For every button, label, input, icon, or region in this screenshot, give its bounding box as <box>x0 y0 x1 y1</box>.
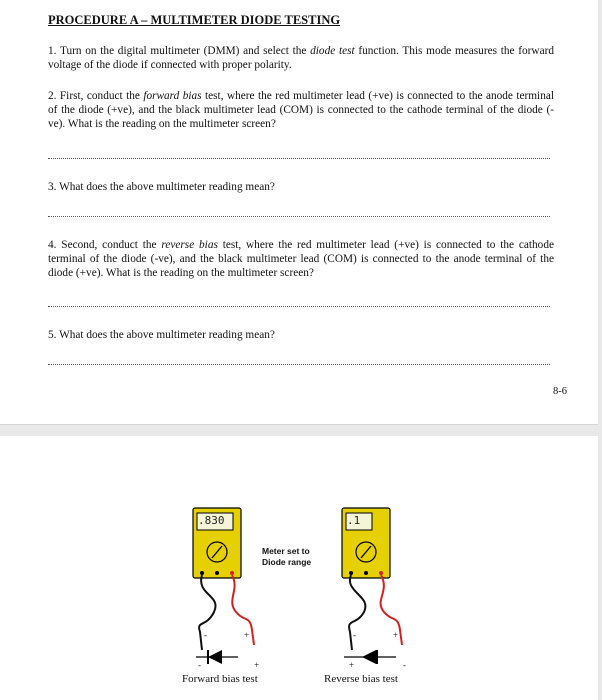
reverse-bias-caption: Reverse bias test <box>324 673 398 685</box>
forward-plus-mark-bottom: + <box>254 660 260 670</box>
question-1-emphasis: diode test <box>310 45 355 57</box>
reverse-plus-mark-bottom: + <box>349 660 355 670</box>
forward-plus-mark-top: + <box>244 630 250 640</box>
question-4-text-a: 4. Second, conduct the <box>48 239 162 251</box>
forward-bias-caption: Forward bias test <box>182 673 258 685</box>
question-2-text-b: test, where the red multimeter lead (+ve) is connected to the anode terminal of the diode (+ve), and the black multimeter lead (COM) is connected to the cathode terminal of the diode (-ve). What is the reading on the multimeter screen? <box>48 90 554 130</box>
question-1-text-a: 1. Turn on the digital multimeter (DMM) and select the <box>48 45 311 57</box>
forward-diode-symbol <box>196 650 238 664</box>
question-1-text-b: function. This mode measures the forward voltage of the diode if connected with proper polarity. <box>48 45 554 71</box>
question-4-emphasis: reverse bias <box>161 239 218 251</box>
reverse-minus-mark-bottom: - <box>403 660 406 670</box>
reverse-red-lead <box>381 575 402 645</box>
forward-bias-display-reading: .830 <box>198 514 225 527</box>
reverse-minus-mark: - <box>353 630 356 640</box>
forward-red-lead <box>232 575 254 645</box>
reverse-black-lead <box>349 575 365 650</box>
question-2-text-a: 2. First, conduct the <box>48 90 144 102</box>
reverse-bias-display-reading: .1 <box>347 514 361 527</box>
meter-note-line-1: Meter set to <box>262 546 310 556</box>
meter-note-line-2: Diode range <box>262 557 312 567</box>
procedure-heading: PROCEDURE A – MULTIMETER DIODE TESTING <box>48 13 341 27</box>
forward-minus-mark-bottom: - <box>198 660 201 670</box>
forward-minus-mark: - <box>204 630 207 640</box>
question-2-emphasis: forward bias <box>143 90 202 102</box>
question-5: 5. What does the above multimeter reading mean? <box>48 329 275 341</box>
meter-setting-note <box>262 546 311 568</box>
question-3: 3. What does the above multimeter reading mean? <box>48 181 275 193</box>
question-4-text-b: test, where the red multimeter lead (+ve) is connected to the cathode terminal of the diode (-ve), and the black multimeter lead (COM) is connected to the anode terminal of the diode (+ve). What is the reading on the multimeter screen? <box>48 239 554 279</box>
page-number: 8-6 <box>553 386 567 397</box>
reverse-plus-mark-top: + <box>393 630 399 640</box>
forward-black-lead <box>199 575 215 650</box>
